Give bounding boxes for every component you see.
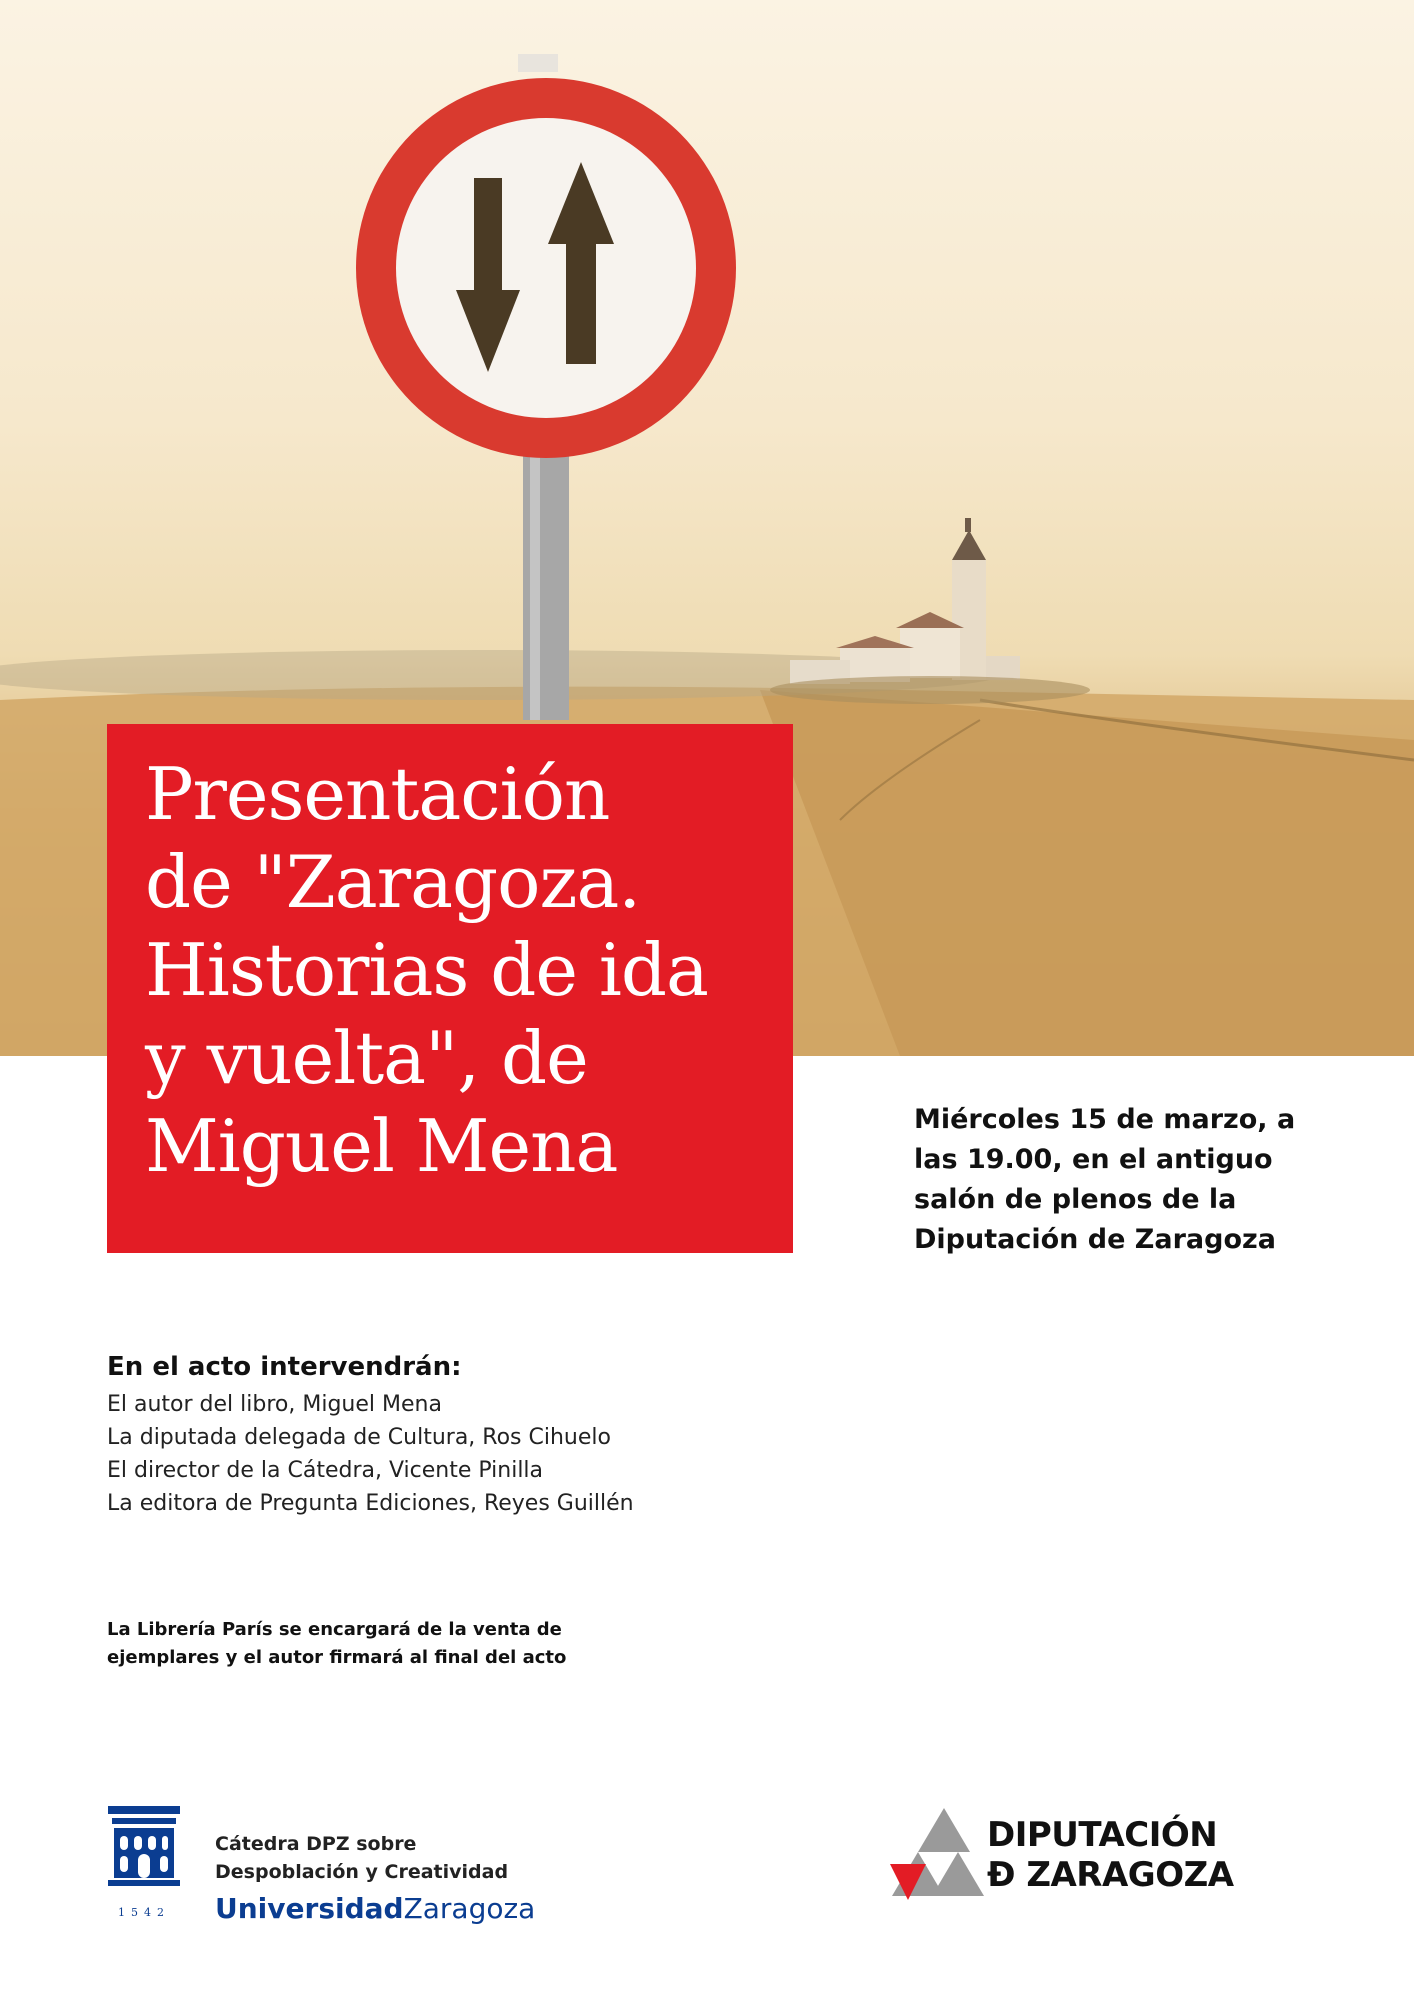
speakers-list: [107, 1388, 807, 1520]
catedra-line: Despoblación y Creatividad: [215, 1861, 509, 1883]
dpz-triangles-icon: [888, 1806, 998, 1912]
date-line: salón de plenos de la: [914, 1184, 1237, 1215]
university-text: [215, 1830, 535, 1925]
event-title: [145, 750, 763, 1190]
university-name: [215, 1892, 535, 1925]
title-line: Presentación: [145, 752, 610, 836]
title-box: [107, 724, 793, 1253]
university-year: 1542: [118, 1906, 170, 1919]
university-name-bold: Universidad: [215, 1892, 404, 1925]
two-way-traffic-sign-icon: [356, 54, 736, 458]
speakers-heading: En el acto intervendrán:: [107, 1352, 462, 1382]
speakers-section: [107, 1352, 807, 1520]
title-line: y vuelta", de: [145, 1016, 588, 1100]
university-building-icon: [104, 1800, 184, 1900]
sales-note: [107, 1616, 667, 1672]
list-item: La diputada delegada de Cultura, Ros Cihuelo: [107, 1425, 611, 1450]
dpz-wordmark: [987, 1815, 1234, 1895]
date-line: Diputación de Zaragoza: [914, 1224, 1276, 1255]
village-illustration: [770, 518, 1090, 704]
event-date-location: [914, 1100, 1334, 1260]
note-line: ejemplares y el autor firmará al final del acto: [107, 1647, 567, 1668]
list-item: El autor del libro, Miguel Mena: [107, 1392, 442, 1417]
note-line: La Librería París se encargará de la venta de: [107, 1619, 562, 1640]
title-line: de "Zaragoza.: [145, 840, 641, 924]
title-line: Miguel Mena: [145, 1104, 618, 1188]
date-line: las 19.00, en el antiguo: [914, 1144, 1273, 1175]
list-item: El director de la Cátedra, Vicente Pinilla: [107, 1458, 544, 1483]
title-line: Historias de ida: [145, 928, 708, 1012]
list-item: La editora de Pregunta Ediciones, Reyes Guillén: [107, 1491, 634, 1516]
catedra-line: Cátedra DPZ sobre: [215, 1833, 417, 1855]
university-name-city: Zaragoza: [403, 1892, 536, 1925]
dpz-line: DIPUTACIÓN: [987, 1815, 1218, 1855]
date-line: Miércoles 15 de marzo, a: [914, 1104, 1296, 1135]
dpz-line: Ð ZARAGOZA: [987, 1855, 1234, 1895]
